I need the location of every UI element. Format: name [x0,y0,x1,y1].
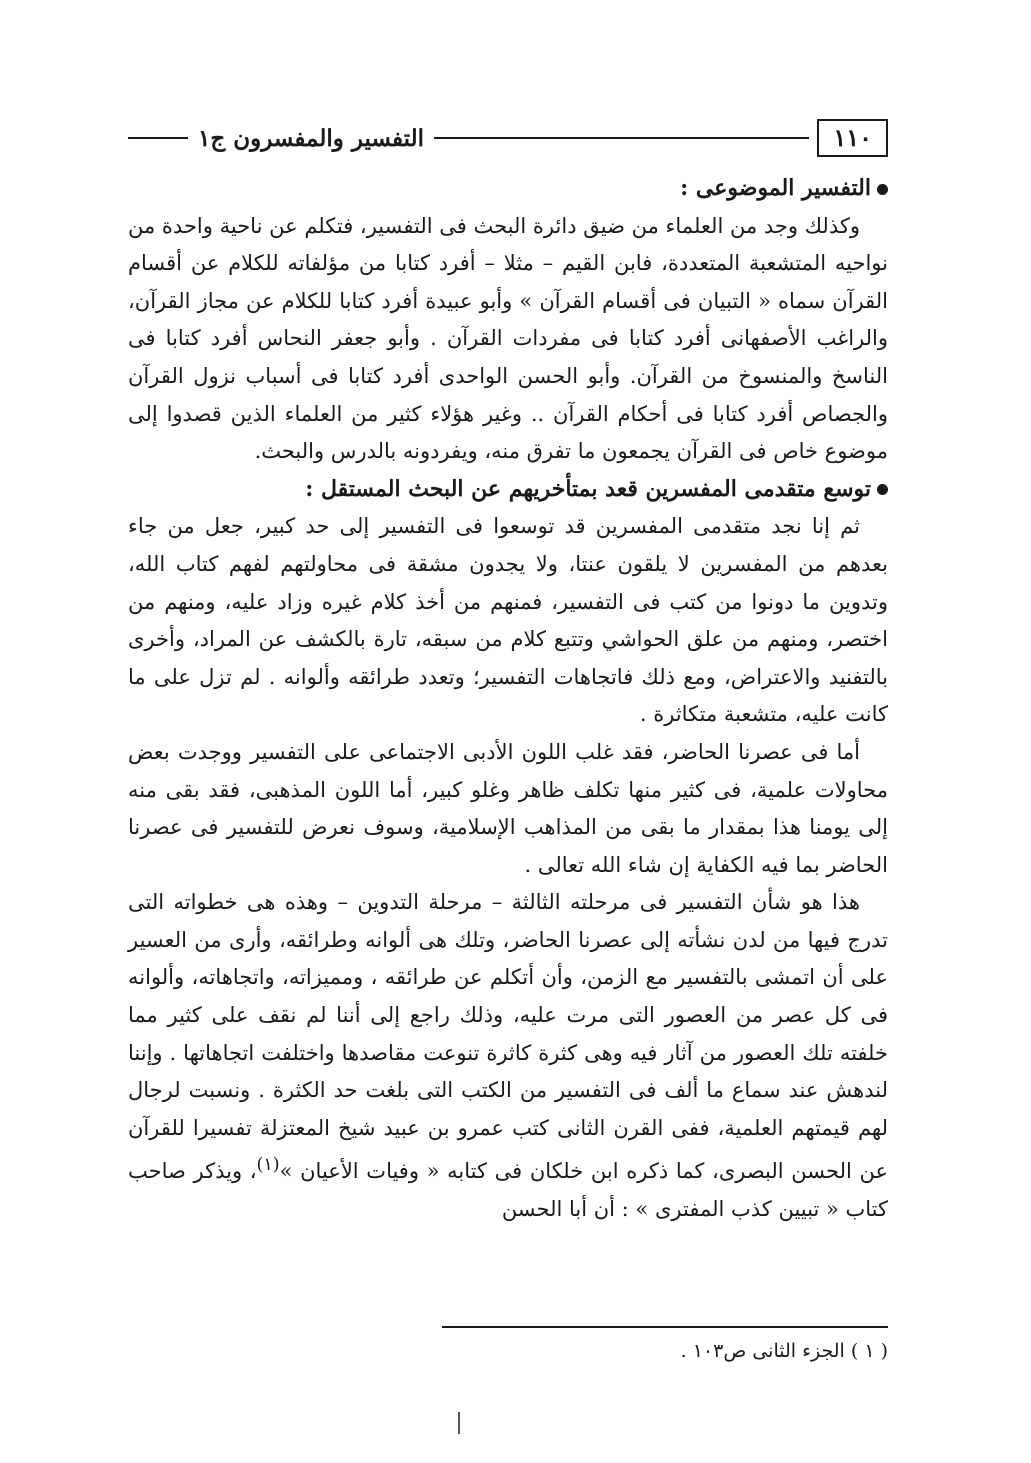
section-heading [128,471,888,509]
paragraph: أما فى عصرنا الحاضر، فقد غلب اللون الأدبى الاجتماعى على التفسير ووجدت بعض محاولات علمية، فى كثير منها تكلف ظاهر وغلو كبير، أما اللون المذهبى، فقد بقى منه إلى يومنا هذا بمقدار ما بقى من المذاهب الإسلامية، وسوف نعرض للتفسير فى عصرنا الحاضر بما فيه الكفاية إن شاء الله تعالى . [128,739,888,877]
section-heading-text: توسع متقدمى المفسرين قعد بمتأخريهم عن البحث المستقل : [305,475,871,502]
running-title: التفسير والمفسرون ج١ [198,124,424,152]
paragraph [128,884,888,1228]
footnote-reference: (١) [256,1155,280,1176]
section-heading-text: التفسير الموضوعى : [680,175,871,201]
footnote-divider [442,1326,888,1328]
body-text [128,170,888,1229]
footnote: ( ١ ) الجزء الثانى ص١٠٣ . [680,1340,888,1362]
paragraph: ثم إنا نجد متقدمى المفسرين قد توسعوا فى التفسير إلى حد كبير، جعل من جاء بعدهم من المفسرين لا يلقون عنتا، ولا يجدون مشقة فى محاولتهم لفهم كتاب الله، وتدوين ما دونوا من كتب فى التفسير، فمنهم من أخذ كلام غيره وزاد عليه، ومنهم من اختصر، ومنهم من علق الحواشي وتتبع كلام من سبقه، تارة بالكشف عن المراد، وأخرى بالتفنيد والاعتراض، ومع ذلك فاتجاهات التفسير؛ وتعدد طرائقه وألوانه . لم تزل على ما كانت عليه، متشعبة متكاثرة . [128,514,888,727]
bullet-icon [877,484,888,495]
paragraph-text: هذا هو شأن التفسير فى مرحلته الثالثة – مرحلة التدوين – وهذه هى خطواته التى تدرج فيها من لدن نشأته إلى عصرنا الحاضر، وتلك هى ألوانه وطرائقه، وأرى من العسير على أن اتمشى بالتفسير مع الزمن، وأن أتكلم عن طرائقه ، ومميزاته، واتجاهاته، وألوانه فى كل عصر من العصور التى مرت عليه، وذلك راجع إلى أننا لم نقف على كثير مما خلفته تلك العصور من آثار فيه وهى كثرة كاثرة تنوعت مقاصدها واختلفت اتجاهاتها . وإننا لندهش عند سماع ما ألف فى التفسير من الكتب التى بلغت حد الكثرة . ونسبت لرجال لهم قيمتهم العلمية، ففى القرن الثانى كتب عمرو بن عبيد شيخ المعتزلة تفسيرا للقرآن عن الحسن البصرى، كما ذكره ابن خلكان فى كتابه « وفيات الأعيان » [128,890,888,1184]
header-rule-left [128,137,188,139]
margin-mark [458,1412,460,1434]
page-number: ١١٠ [817,119,888,157]
page [128,112,888,1229]
paragraph-tail: ، ويذكر صاحب كتاب « تبيين كذب المفترى » : أن أبا الحسن [128,1159,888,1222]
paragraph: وكذلك وجد من العلماء من ضيق دائرة البحث فى التفسير، فتكلم عن ناحية واحدة من نواحيه المتشعبة المتعددة، فابن القيم – مثلا – أفرد كتابا من مؤلفاته للكلام عن أقسام القرآن سماه « التبيان فى أقسام القرآن » وأبو عبيدة أفرد كتابا للكلام عن مجاز القرآن، والراغب الأصفهانى أفرد كتابا فى مفردات القرآن . وأبو جعفر النحاس أفرد كتابا فى الناسخ والمنسوخ من القرآن. وأبو الحسن الواحدى أفرد كتابا فى أسباب نزول القرآن والجصاص أفرد كتابا فى أحكام القرآن .. وغير هؤلاء كثير من العلماء الذين قصدوا إلى موضوع خاص فى القرآن يجمعون ما تفرق منه، ويفردونه بالدرس والبحث. [128,213,888,464]
header-rule-right [434,137,809,139]
page-header [128,112,888,164]
bullet-icon [877,184,888,195]
section-heading [128,170,888,208]
